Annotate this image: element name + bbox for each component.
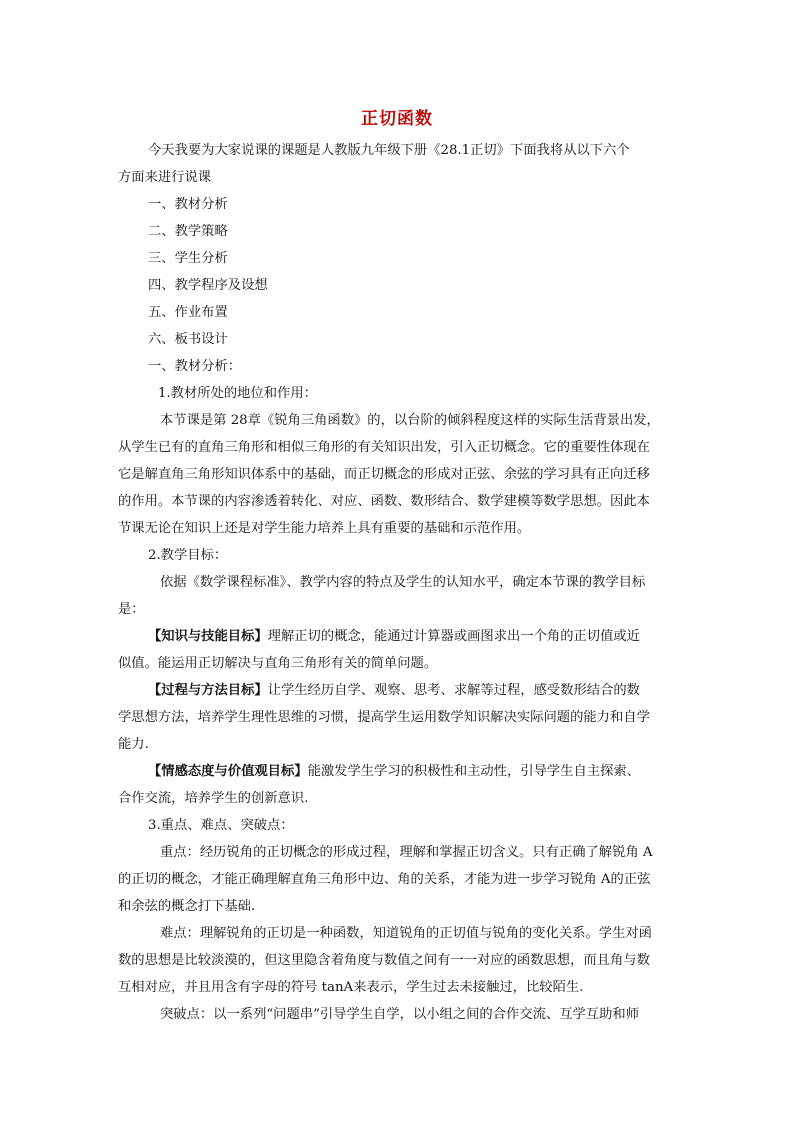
paragraph-line: 节课无论在知识上还是对学生能力培养上具有重要的基础和示范作用。: [118, 521, 531, 536]
paragraph-line: 重点：经历锐角的正切概念的形成过程，理解和掌握正切含义。只有正确了解锐角 A: [160, 845, 653, 860]
paragraph-line: 的作用。本节课的内容渗透着转化、对应、函数、数形结合、数学建模等数学思想。因此本: [118, 494, 650, 509]
goal-emotion-text: 能激发学生学习的积极性和主动性，引导学生自主探索、: [307, 764, 640, 779]
section-1-heading: 一、教材分析：: [148, 359, 242, 374]
intro-line-1: 今天我要为大家说课的课题是人教版九年级下册《28.1正切》下面我将从以下六个: [148, 143, 630, 158]
outline-item-2: 二、教学策略: [148, 224, 228, 239]
outline-item-3: 三、学生分析: [148, 251, 228, 266]
paragraph-line: 数的思想是比较淡漠的，但这里隐含着角度与数值之间有一一对应的函数思想，而且角与数: [118, 953, 650, 968]
outline-item-1: 一、教材分析: [148, 197, 228, 212]
outline-item-4: 四、教学程序及设想: [148, 278, 268, 293]
goal-emotion-line-2: 合作交流，培养学生的创新意识.: [118, 791, 309, 806]
goal-knowledge-label: 【知识与技能目标】: [148, 629, 268, 644]
paragraph-line: 从学生已有的直角三角形和相似三角形的有关知识出发，引入正切概念。它的重要性体现在: [118, 440, 650, 455]
goal-emotion-label: 【情感态度与价值观目标】: [148, 764, 308, 779]
paragraph-line: 互相对应，并且用含有字母的符号 tanA来表示，学生过去未接触过，比较陌生.: [118, 980, 584, 995]
paragraph-line: 本节课是第 28章《锐角三角函数》的，以台阶的倾斜程度这样的实际生活背景出发，: [160, 413, 660, 428]
goal-process-line-1: [148, 682, 640, 700]
subsection-1-heading: 1.教材所处的地位和作用：: [158, 386, 317, 401]
paragraph-line: 是：: [118, 602, 145, 617]
outline-item-5: 五、作业布置: [148, 305, 228, 320]
goal-knowledge-line-2: 似值。能运用正切解决与直角三角形有关的简单问题。: [118, 656, 438, 671]
subsection-2-heading: 2.教学目标：: [148, 548, 228, 563]
subsection-3-heading: 3.重点、难点、突破点：: [148, 818, 294, 833]
paragraph-line: 依据《数学课程标准》、教学内容的特点及学生的认知水平，确定本节课的教学目标: [160, 575, 646, 590]
paragraph-line: 突破点：以一系列“问题串”引导学生自学，以小组之间的合作交流、互学互助和师: [160, 1007, 639, 1022]
goal-process-text: 让学生经历自学、观察、思考、求解等过程，感受数形结合的数: [267, 683, 640, 698]
document-title: 正切函数: [361, 109, 433, 129]
paragraph-line: 它是解直角三角形知识体系中的基础，而正切概念的形成对正弦、余弦的学习具有正向迁移: [118, 467, 650, 482]
goal-process-line-2: 学思想方法，培养学生理性思维的习惯，提高学生运用数学知识解决实际问题的能力和自学: [118, 710, 650, 725]
goal-process-line-3: 能力.: [118, 737, 149, 752]
paragraph-line: 和余弦的概念打下基础.: [118, 899, 256, 914]
goal-emotion-line-1: [148, 763, 640, 781]
outline-item-6: 六、板书设计: [148, 332, 228, 347]
intro-line-2: 方面来进行说课: [118, 170, 212, 185]
paragraph-line: 的正切的概念，才能正确理解直角三角形中边、角的关系，才能为进一步学习锐角 A的正弦: [118, 872, 651, 887]
goal-knowledge-text: 理解正切的概念，能通过计算器或画图求出一个角的正切值或近: [267, 629, 640, 644]
goal-process-label: 【过程与方法目标】: [148, 683, 268, 698]
goal-knowledge-line-1: [148, 628, 640, 646]
paragraph-line: 难点：理解锐角的正切是一种函数，知道锐角的正切值与锐角的变化关系。学生对函: [160, 926, 652, 941]
